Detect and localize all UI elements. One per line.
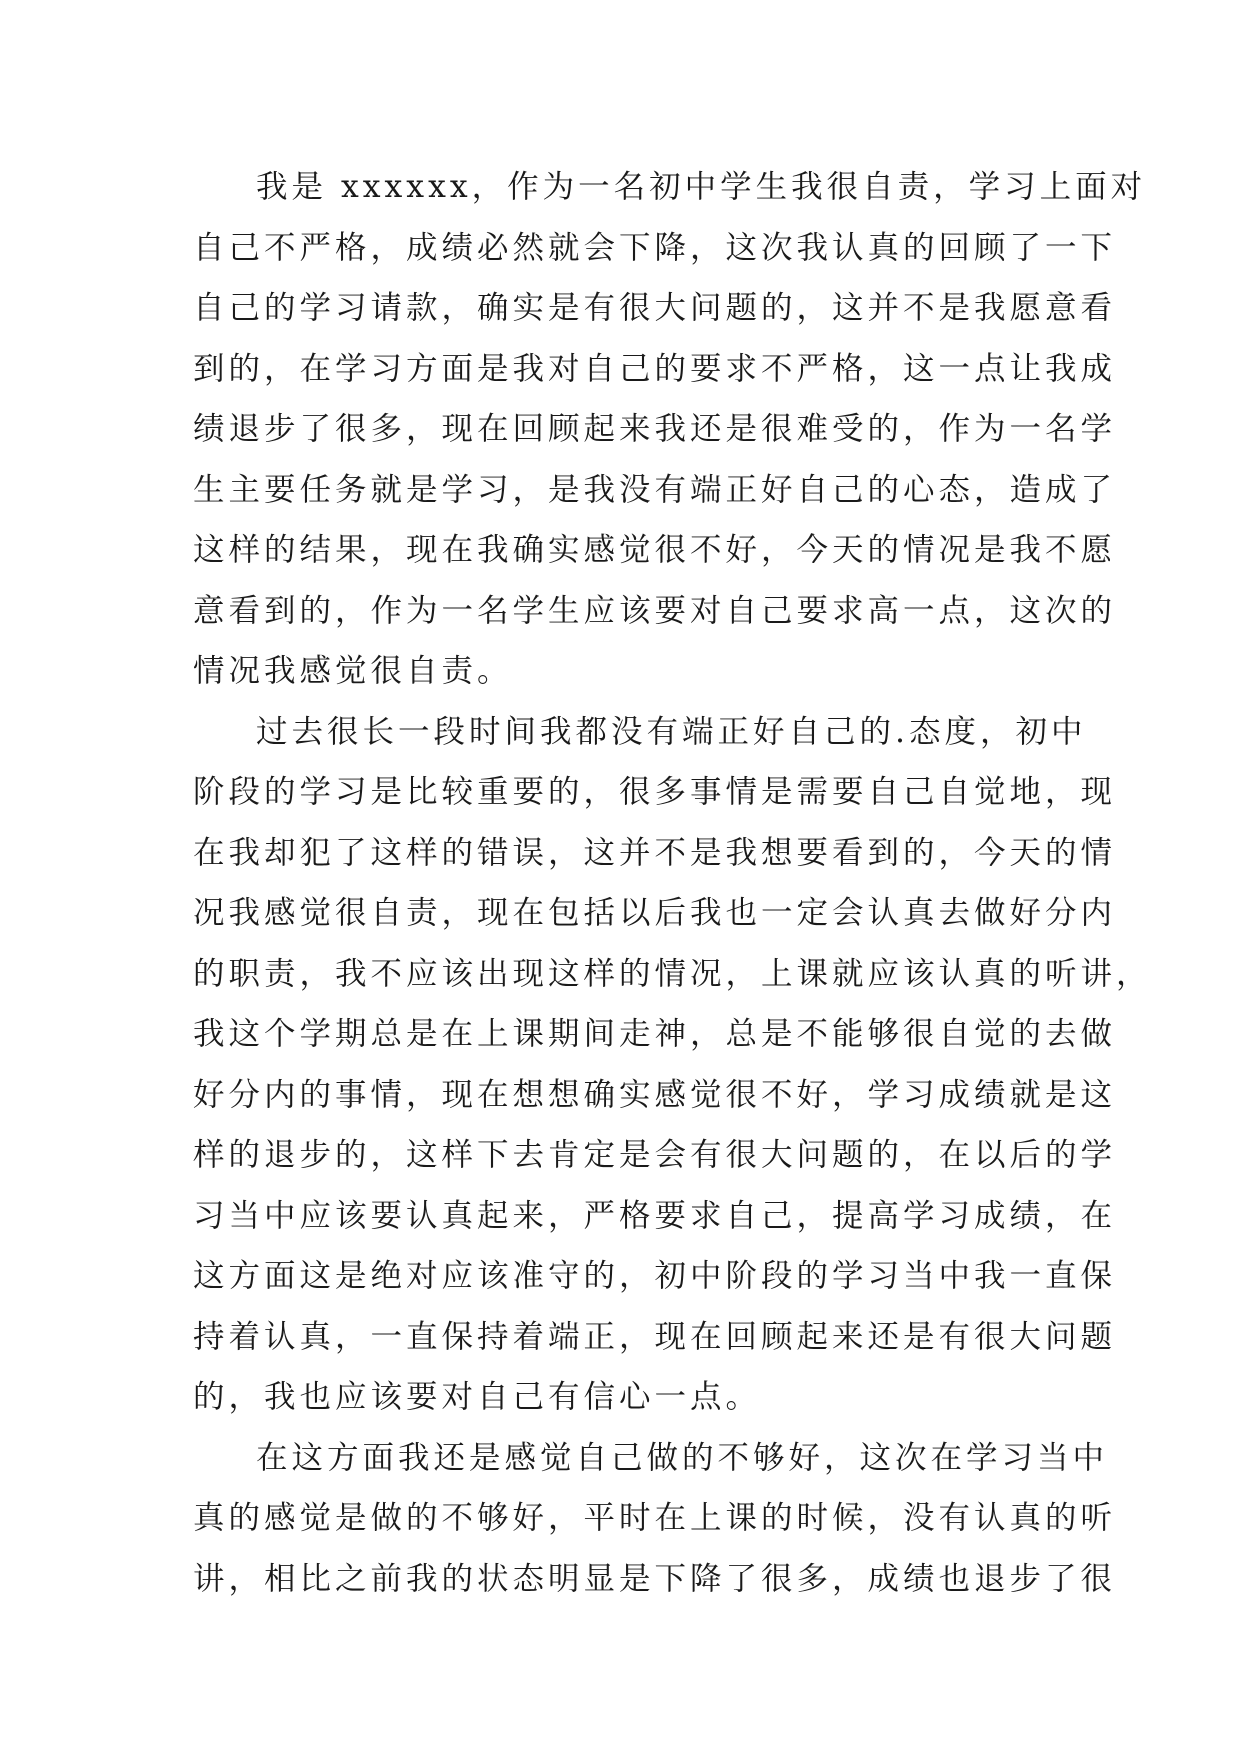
- paragraph-3: [193, 1428, 1117, 1610]
- paragraph-1: [193, 157, 1147, 702]
- text-line: 况我感觉很自责，现在包括以后我也一定会认真去做好分内: [193, 895, 1117, 931]
- text-line: 自己的学习请款，确实是有很大问题的，这并不是我愿意看: [193, 290, 1117, 326]
- text-line: 过去很长一段时间我都没有端正好自己的.态度，初中: [256, 713, 1087, 750]
- text-line: 真的感觉是做的不够好，平时在上课的时候，没有认真的听: [193, 1500, 1117, 1536]
- text-line: 习当中应该要认真起来，严格要求自己，提高学习成绩，在: [193, 1197, 1117, 1234]
- text-line: 生主要任务就是学习，是我没有端正好自己的心态，造成了: [193, 471, 1117, 508]
- text-line: 的职责，我不应该出现这样的情况，上课就应该认真的听讲，: [193, 955, 1152, 992]
- text-line: 这样的结果，现在我确实感觉很不好，今天的情况是我不愿: [193, 532, 1117, 568]
- text-line: 持着认真，一直保持着端正，现在回顾起来还是有很大问题: [193, 1318, 1117, 1355]
- paragraph-2: [193, 702, 1152, 1428]
- text-line: 情况我感觉很自责。: [193, 653, 513, 689]
- text-line: 自己不严格，成绩必然就会下降，这次我认真的回顾了一下: [193, 229, 1117, 266]
- document-body: [193, 157, 1152, 1609]
- text-line: 样的退步的，这样下去肯定是会有很大问题的，在以后的学: [193, 1137, 1117, 1173]
- text-line: 这方面这是绝对应该准守的，初中阶段的学习当中我一直保: [193, 1258, 1117, 1294]
- text-line: 在这方面我还是感觉自己做的不够好，这次在学习当中: [256, 1439, 1109, 1476]
- text-line: 到的，在学习方面是我对自己的要求不严格，这一点让我成: [193, 350, 1117, 387]
- text-line: 的，我也应该要对自己有信心一点。: [193, 1379, 762, 1415]
- text-line: 我这个学期总是在上课期间走神，总是不能够很自觉的去做: [193, 1016, 1117, 1052]
- text-line: 我是 xxxxxx，作为一名初中学生我很自责，学习上面对: [256, 169, 1147, 205]
- text-line: 讲，相比之前我的状态明显是下降了很多，成绩也退步了很: [193, 1560, 1117, 1597]
- text-line: 好分内的事情，现在想想确实感觉很不好，学习成绩就是这: [193, 1076, 1117, 1113]
- text-line: 绩退步了很多，现在回顾起来我还是很难受的，作为一名学: [193, 411, 1117, 447]
- text-line: 阶段的学习是比较重要的，很多事情是需要自己自觉地，现: [193, 774, 1117, 810]
- text-line: 在我却犯了这样的错误，这并不是我想要看到的，今天的情: [193, 834, 1117, 871]
- text-line: 意看到的，作为一名学生应该要对自己要求高一点，这次的: [193, 592, 1117, 629]
